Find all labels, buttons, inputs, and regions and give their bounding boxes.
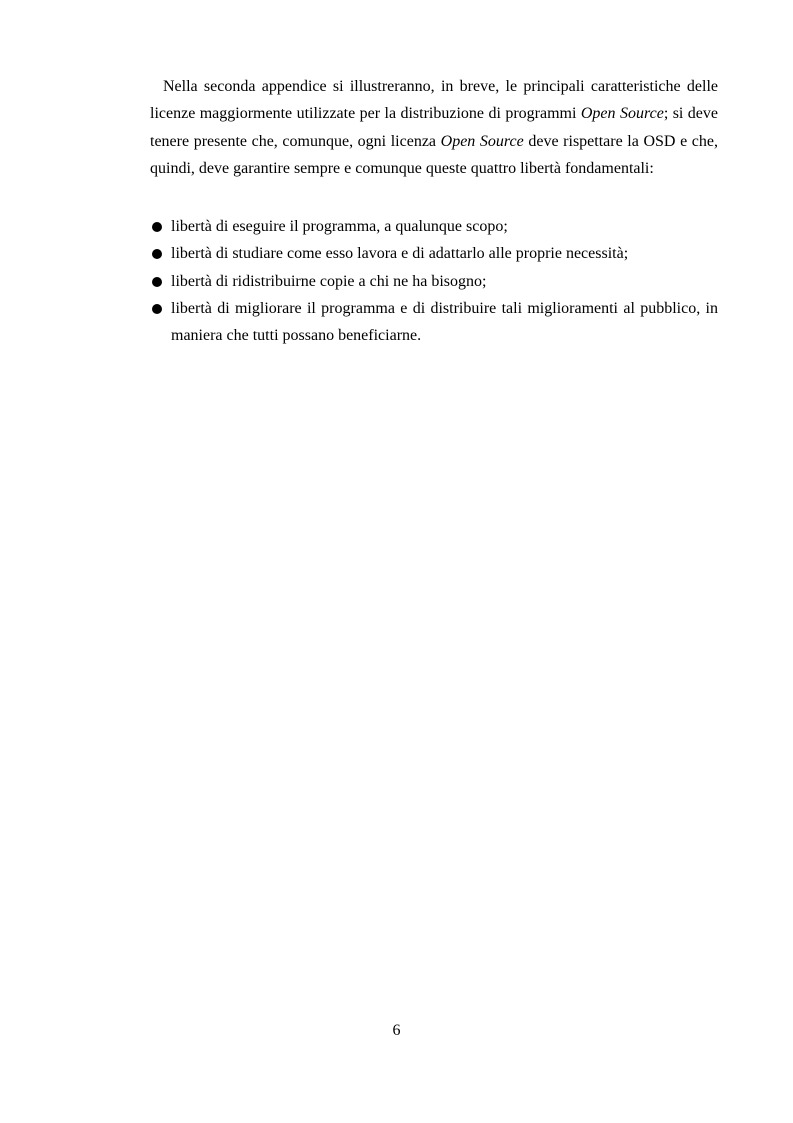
paragraph-italic-open-source-1: Open Source	[580, 105, 664, 123]
paragraph-italic-open-source-2: Open Source	[440, 132, 524, 150]
list-item	[150, 268, 718, 295]
bullet-icon	[152, 277, 162, 287]
bullet-icon	[152, 222, 162, 232]
list-item-text: libertà di eseguire il programma, a qualunque scopo;	[171, 218, 508, 235]
list-item-text: libertà di ridistribuirne copie a chi ne ha bisogno;	[171, 272, 487, 290]
paragraph-text-3: deve rispettare la OSD e che, quindi, deve garantire sempre e comunque queste quattro libertà fondamentali:	[150, 132, 718, 177]
list-item	[150, 295, 718, 350]
list-item	[150, 240, 718, 267]
freedoms-list	[150, 213, 718, 349]
intro-paragraph	[150, 73, 718, 182]
list-item-text: libertà di studiare come esso lavora e di adattarlo alle proprie necessità;	[171, 245, 629, 263]
paragraph-text-1: Nella seconda appendice si illustreranno, in breve, le principali caratteristiche delle licenze maggiormente utilizzate per la distribuzione di programmi	[150, 78, 718, 123]
paragraph-text-2: ; si deve tenere presente che, comunque, ogni licenza	[150, 105, 718, 150]
bullet-icon	[152, 249, 162, 259]
list-item-text: libertà di migliorare il programma e di distribuire tali miglioramenti al pubblico, in maniera che tutti possano beneficiarne.	[171, 299, 718, 345]
bullet-icon	[152, 304, 162, 314]
list-item	[150, 213, 718, 240]
page-number: 6	[392, 1022, 401, 1039]
